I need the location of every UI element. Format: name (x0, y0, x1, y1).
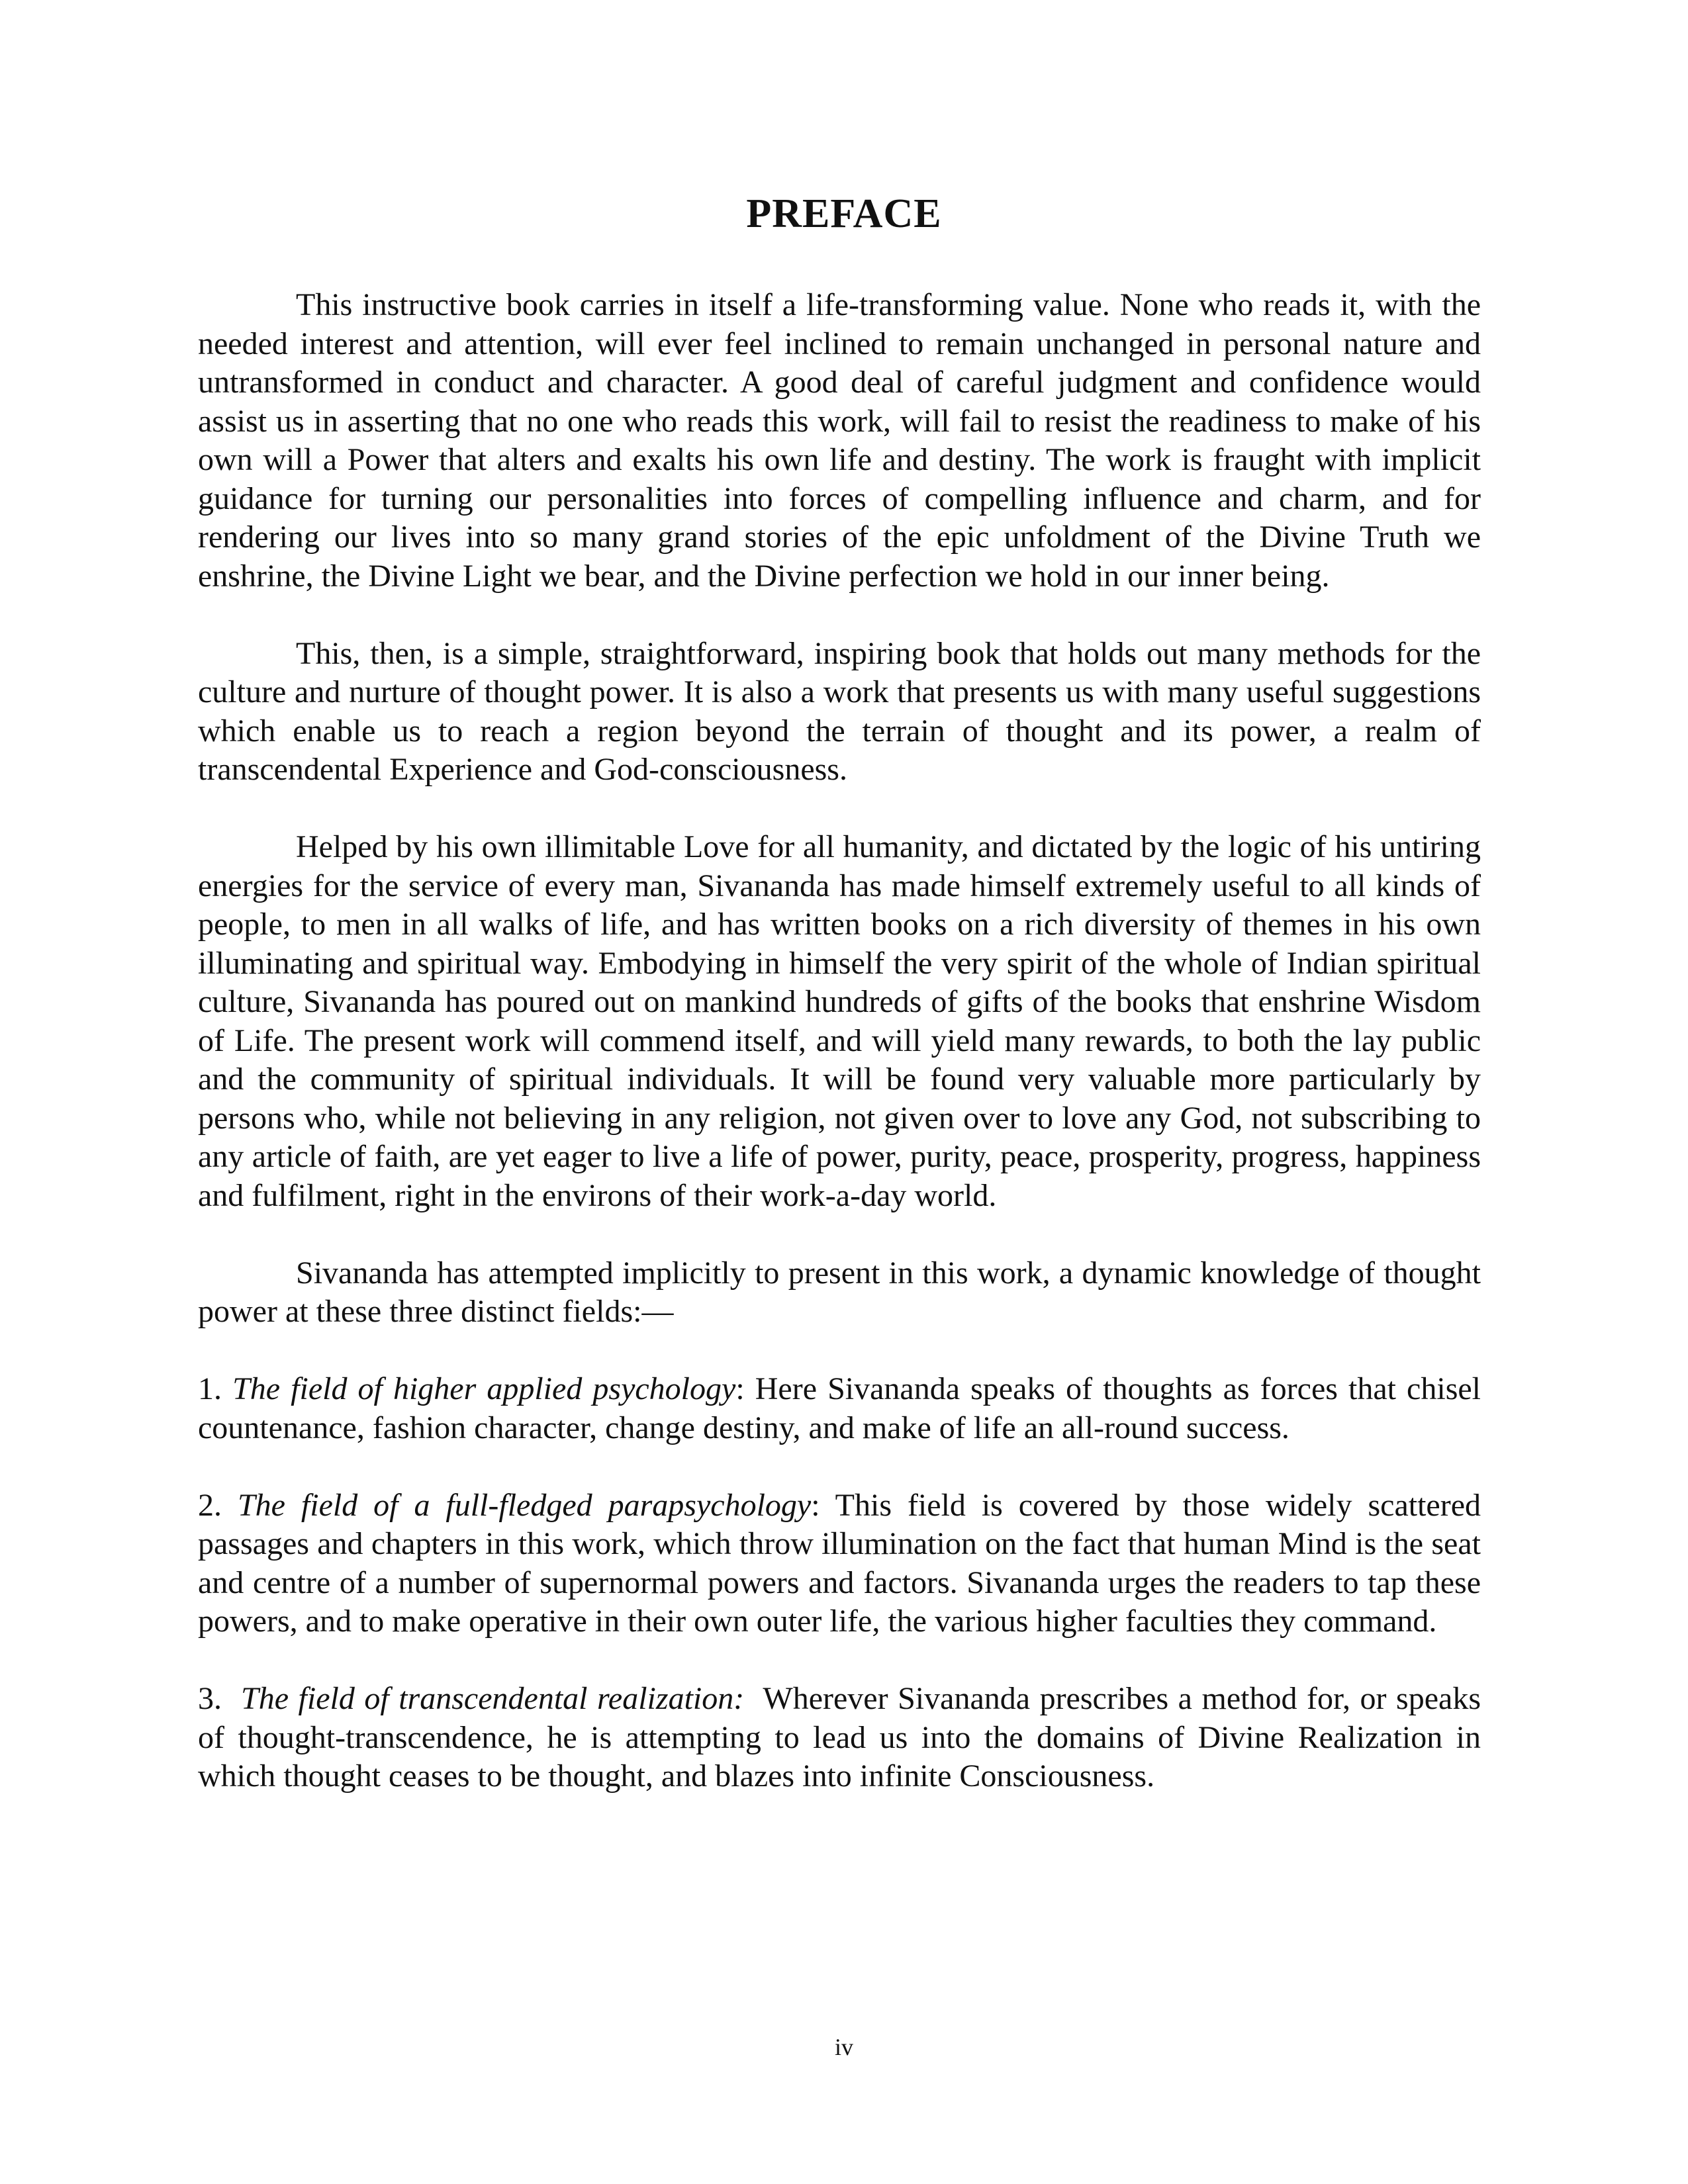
field-item-term: The field of a full-fledged parapsychology (237, 1487, 812, 1523)
field-item-text: Here Sivananda speaks of thoughts as forces that chisel countenance, fashion character, change destiny, and make of life an all-round success. (198, 1371, 1481, 1445)
paragraph-3: Helped by his own illimitable Love for all humanity, and dictated by the logic of his untiring energies for the service of every man, Sivananda has made himself extremely useful to all kinds of people, to men in all walks of life, and has written books on a rich diversity of themes in his own illuminating and spiritual way. Embodying in himself the very spirit of the whole of Indian spiritual culture, Sivananda has poured out on mankind hundreds of gifts of the books that enshrine Wisdom of Life. The present work will commend itself, and will yield many rewards, to both the lay public and the community of spiritual individuals. It will be found very valuable more particularly by persons who, while not believing in any religion, not given over to love any God, not subscribing to any article of faith, are yet eager to live a life of power, purity, peace, prosperity, progress, happiness and fulfilment, right in the environs of their work-a-day world. (198, 829, 1481, 1213)
field-item-2 (198, 1486, 1481, 1641)
field-item-1 (198, 1370, 1481, 1447)
field-item-separator: : (735, 1371, 745, 1406)
paragraph-4: Sivananda has attempted implicitly to present in this work, a dynamic knowledge of thought power at these three distinct fields:— (198, 1255, 1481, 1329)
field-item-number: 1. (198, 1371, 222, 1406)
page-title: PREFACE (746, 191, 942, 236)
preface-body (198, 286, 1481, 1835)
field-item-number: 2. (198, 1487, 222, 1523)
field-item-number: 3. (198, 1681, 222, 1716)
field-item-text: This field is covered by those widely scattered passages and chapters in this work, which throw illumination on the fact that human Mind is the seat and centre of a number of supernormal powers and factors. Sivananda urges the readers to tap these powers, and to make operative in their own outer life, the various higher faculties they command. (198, 1487, 1481, 1639)
field-item-3 (198, 1680, 1481, 1796)
paragraph-1: This instructive book carries in itself a life-transforming value. None who reads it, with the needed interest and attention, will ever feel inclined to remain unchanged in personal nature and untransformed in conduct and character. A good deal of careful judgment and confidence would assist us in asserting that no one who reads this work, will fail to resist the readiness to make of his own will a Power that alters and exalts his own life and destiny. The work is fraught with implicit guidance for turning our personalities into forces of compelling influence and charm, and for rendering our lives into so many grand stories of the epic unfoldment of the Divine Truth we enshrine, the Divine Light we bear, and the Divine perfection we hold in our inner being. (198, 287, 1481, 594)
field-item-term: The field of transcendental realization: (241, 1681, 745, 1716)
field-item-text: Wherever Sivananda prescribes a method for, or speaks of thought-transcendence, he is attempting to lead us into the domains of Divine Realization in which thought ceases to be thought, and blazes into infinite Consciousness. (198, 1681, 1481, 1794)
field-item-separator: : (811, 1487, 820, 1523)
page-number: iv (834, 2034, 853, 2060)
field-item-term: The field of higher applied psychology (232, 1371, 736, 1406)
paragraph-2: This, then, is a simple, straightforward, inspiring book that holds out many methods for the culture and nurture of thought power. It is also a work that presents us with many useful suggestions which enable us to reach a region beyond the terrain of thought and its power, a realm of transcendental Experience and God-consciousness. (198, 635, 1481, 787)
